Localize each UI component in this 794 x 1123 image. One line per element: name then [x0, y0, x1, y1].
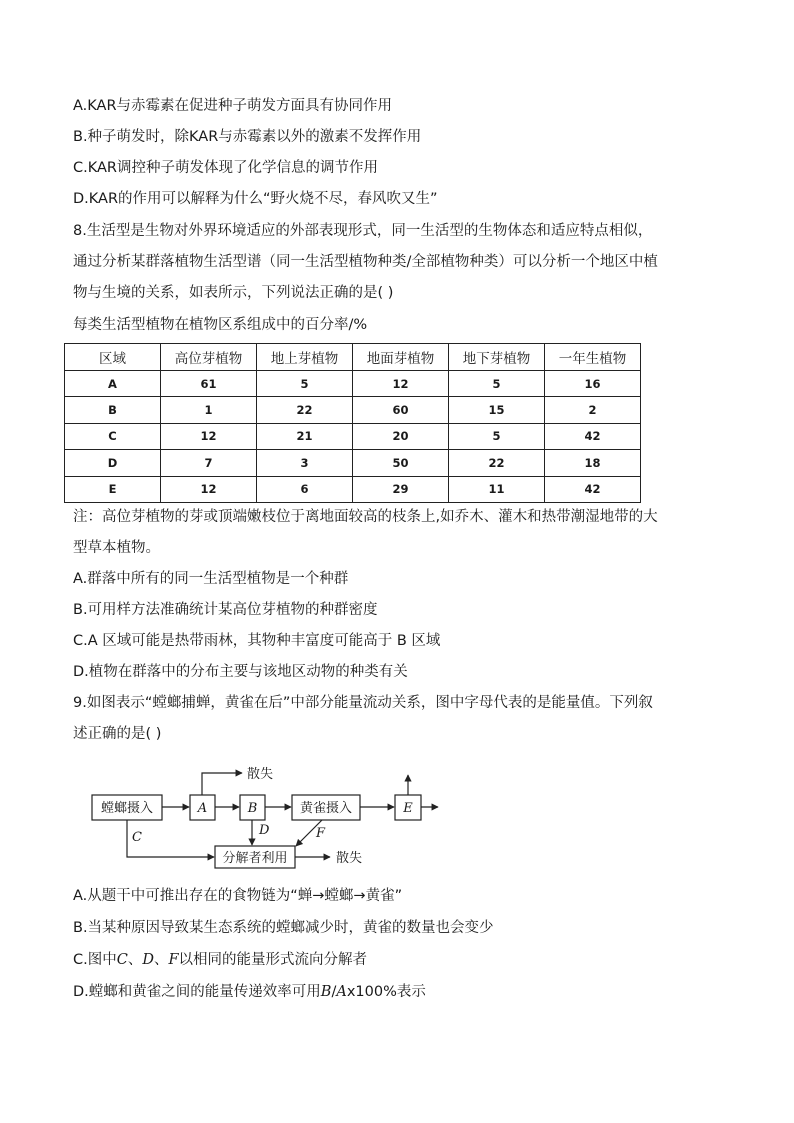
table-cell: 20: [353, 423, 449, 449]
q7-option-b: B.种子萌发时，除KAR与赤霉素以外的激素不发挥作用: [73, 129, 422, 145]
box-a-label: A: [197, 801, 208, 816]
q8-option-a: A.群落中所有的同一生活型植物是一个种群: [73, 571, 349, 587]
q7-option-a: A.KAR与赤霉素在促进种子萌发方面具有协同作用: [73, 98, 393, 114]
table-cell: 11: [449, 476, 545, 502]
table-cell: 16: [545, 371, 641, 397]
table-cell: 6: [257, 476, 353, 502]
box-mantis-intake-label: 螳螂摄入: [100, 801, 154, 816]
table-cell: 12: [161, 476, 257, 502]
table-cell: 7: [161, 450, 257, 476]
q9-option-c-suffix: 以相同的能量形式流向分解者: [178, 952, 368, 968]
q8-option-d: D.植物在群落中的分布主要与该地区动物的种类有关: [73, 664, 408, 680]
q9-option-c-var-f: F: [168, 952, 179, 968]
table-cell: 22: [449, 450, 545, 476]
table-header: 地面芽植物: [353, 344, 449, 371]
table-cell: 5: [449, 423, 545, 449]
table-cell: 12: [353, 371, 449, 397]
arrow-a-loss: [202, 773, 242, 795]
table-cell: 1: [161, 397, 257, 423]
table-cell: 3: [257, 450, 353, 476]
q9-stem-line-1: 9.如图表示“螳螂捕蝉，黄雀在后”中部分能量流动关系，图中字母代表的是能量值。下列叙: [73, 695, 653, 711]
q8-stem-line-3: 物与生境的关系，如表所示，下列说法正确的是( ): [73, 285, 394, 301]
q9-option-c-var-c: C: [116, 952, 128, 968]
q8-stem-line-1: 8.生活型是生物对外界环境适应的外部表现形式，同一生活型的生物体态和适应特点相似，: [73, 223, 653, 239]
table-cell: 21: [257, 423, 353, 449]
table-cell: 22: [257, 397, 353, 423]
table-cell: 42: [545, 476, 641, 502]
label-c: C: [132, 830, 142, 845]
q9-option-a: A.从题干中可推出存在的食物链为“蝉→螳螂→黄雀”: [73, 888, 403, 904]
q9-option-d-var-a: A: [336, 984, 347, 1000]
q9-option-c-var-d: D: [142, 952, 154, 968]
table-cell: 12: [161, 423, 257, 449]
q9-option-d-prefix: D.螳螂和黄雀之间的能量传递效率可用: [73, 984, 321, 1000]
table-cell: 18: [545, 450, 641, 476]
box-e-label: E: [403, 801, 413, 816]
q8-table-caption: 每类生活型植物在植物区系组成中的百分率/%: [73, 317, 368, 333]
q9-option-c-sep: 、: [127, 952, 143, 968]
box-decomposer-label: 分解者利用: [222, 851, 288, 866]
q9-option-d-suffix: x100%表示: [346, 984, 426, 1000]
table-cell: 2: [545, 397, 641, 423]
q7-option-c: C.KAR调控种子萌发体现了化学信息的调节作用: [73, 160, 378, 176]
q8-note-line-2: 型草本植物。: [73, 540, 160, 556]
table-header: 地上芽植物: [257, 344, 353, 371]
table-cell: C: [65, 423, 161, 449]
box-sparrow-intake-label: 黄雀摄入: [299, 801, 353, 816]
table-cell: 15: [449, 397, 545, 423]
q9-option-c-prefix: C.图中: [73, 952, 117, 968]
q8-note-line-1: 注：高位芽植物的芽或顶端嫩枝位于离地面较高的枝条上,如乔木、灌木和热带潮湿地带的大: [73, 509, 658, 525]
label-f: F: [316, 826, 326, 841]
table-header: 区域: [65, 344, 161, 371]
table-cell: 61: [161, 371, 257, 397]
q8-option-c: C.A 区域可能是热带雨林，其物种丰富度可能高于 B 区域: [73, 633, 441, 649]
table-cell: A: [65, 371, 161, 397]
q7-option-d: D.KAR的作用可以解释为什么“野火烧不尽，春风吹又生”: [73, 191, 438, 207]
table-cell: E: [65, 476, 161, 502]
q9-option-d-var-b: B: [320, 984, 332, 1000]
table-header: 高位芽植物: [161, 344, 257, 371]
table-header: 一年生植物: [545, 344, 641, 371]
table-cell: 42: [545, 423, 641, 449]
table-cell: 50: [353, 450, 449, 476]
table-cell: 5: [257, 371, 353, 397]
q9-stem-line-2: 述正确的是( ): [73, 726, 162, 742]
box-b-label: B: [247, 801, 258, 816]
label-loss-top: 散失: [247, 767, 274, 782]
table-header: 地下芽植物: [449, 344, 545, 371]
q9-option-b: B.当某种原因导致某生态系统的螳螂减少时，黄雀的数量也会变少: [73, 920, 494, 936]
q9-option-c: [73, 950, 367, 970]
table-cell: 29: [353, 476, 449, 502]
label-d: D: [259, 823, 270, 838]
q8-stem-line-2: 通过分析某群落植物生活型谱（同一生活型植物种类/全部植物种类）可以分析一个地区中植: [73, 254, 658, 270]
q9-option-d: [73, 982, 426, 1002]
table-cell: B: [65, 397, 161, 423]
table-cell: D: [65, 450, 161, 476]
table-cell: 60: [353, 397, 449, 423]
q9-option-d-slash: /: [331, 984, 337, 1000]
q8-option-b: B.可用样方法准确统计某高位芽植物的种群密度: [73, 602, 378, 618]
q9-option-c-sep: 、: [153, 952, 169, 968]
table-cell: 5: [449, 371, 545, 397]
label-loss-bottom: 散失: [336, 851, 363, 866]
